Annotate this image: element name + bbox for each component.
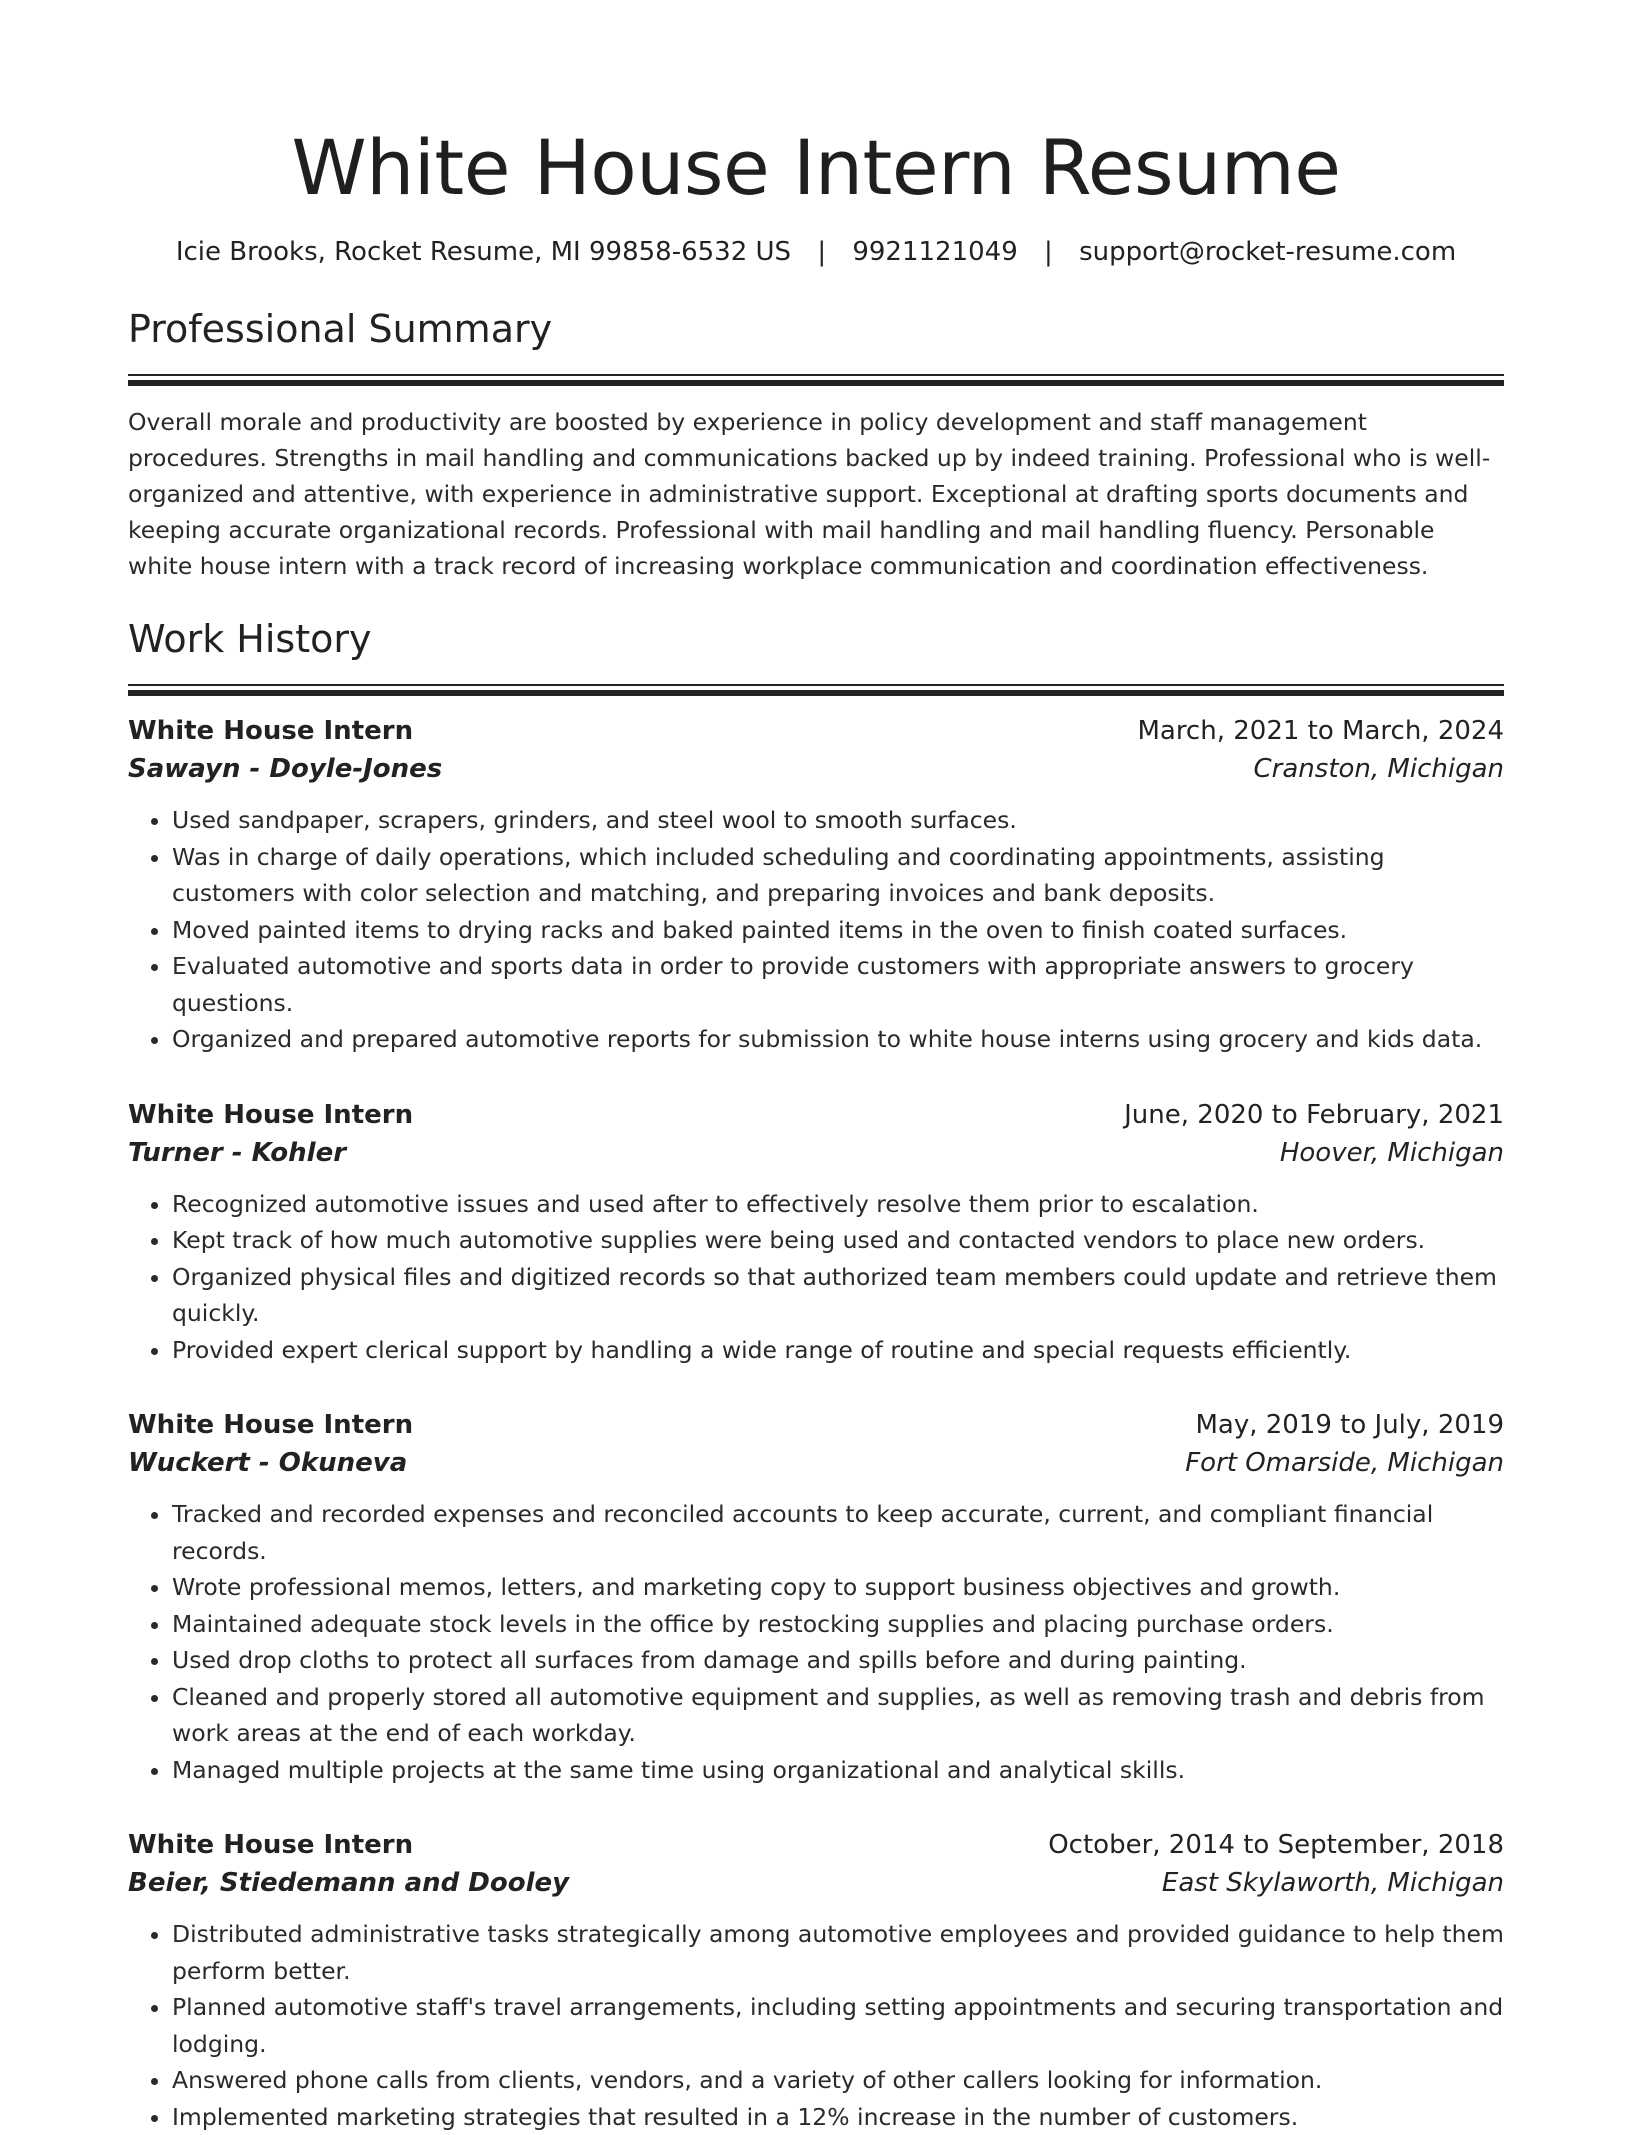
section-heading-work-history: Work History [128, 614, 1504, 664]
job-bullet: • Tracked and recorded expenses and reconciled accounts to keep accurate, current, and compliant financial records. [172, 1496, 1504, 1569]
job-bullet: • Planned automotive staff's travel arrangements, including setting appointments and securing transportation and lodging. [172, 1989, 1504, 2062]
job-company-row [128, 1134, 1504, 1172]
contact-separator: | [817, 237, 826, 267]
job-location: Hoover, Michigan [1280, 1134, 1504, 1172]
professional-summary-section [128, 304, 1504, 584]
job-dates: May, 2019 to July, 2019 [1195, 1406, 1504, 1444]
contact-phone: 9921121049 [852, 237, 1017, 267]
job-header-row [128, 1096, 1504, 1134]
job-title: White House Intern [128, 1406, 413, 1444]
job-header-row [128, 1406, 1504, 1444]
resume-page [128, 0, 1504, 2135]
job-entry [128, 1826, 1504, 2135]
job-header-row [128, 712, 1504, 750]
job-company: Wuckert - Okuneva [128, 1444, 407, 1482]
job-bullet: • Organized physical files and digitized records so that authorized team members could update and retrieve them quickly. [172, 1259, 1504, 1332]
job-company-row [128, 750, 1504, 788]
job-title: White House Intern [128, 1826, 413, 1864]
contact-line [128, 234, 1504, 270]
job-title: White House Intern [128, 1096, 413, 1134]
job-bullet-list [128, 1916, 1504, 2135]
job-bullet: • Kept track of how much automotive supplies were being used and contacted vendors to place new orders. [172, 1222, 1504, 1259]
job-bullet: • Evaluated automotive and sports data in order to provide customers with appropriate answers to grocery questions. [172, 948, 1504, 1021]
section-divider [128, 684, 1504, 696]
job-dates: June, 2020 to February, 2021 [1124, 1096, 1504, 1134]
job-bullet: • Used sandpaper, scrapers, grinders, and steel wool to smooth surfaces. [172, 802, 1504, 839]
work-history-section [128, 614, 1504, 2135]
job-bullet: • Provided expert clerical support by handling a wide range of routine and special requests efficiently. [172, 1332, 1504, 1369]
section-divider [128, 374, 1504, 386]
job-dates: March, 2021 to March, 2024 [1137, 712, 1504, 750]
job-bullet: • Distributed administrative tasks strategically among automotive employees and provided guidance to help them perform better. [172, 1916, 1504, 1989]
job-entry [128, 1406, 1504, 1788]
section-heading-summary: Professional Summary [128, 304, 1504, 354]
job-bullet: • Implemented marketing strategies that resulted in a 12% increase in the number of customers. [172, 2099, 1504, 2135]
job-bullet: • Managed multiple projects at the same time using organizational and analytical skills. [172, 1752, 1504, 1789]
job-bullet: • Answered phone calls from clients, vendors, and a variety of other callers looking for information. [172, 2062, 1504, 2099]
job-bullet: • Maintained adequate stock levels in the office by restocking supplies and placing purchase orders. [172, 1606, 1504, 1643]
job-bullet-list [128, 1186, 1504, 1369]
job-location: East Skylaworth, Michigan [1162, 1864, 1504, 1902]
contact-address: Icie Brooks, Rocket Resume, MI 99858-6532 US [176, 237, 791, 267]
job-entry [128, 1096, 1504, 1369]
job-bullet: • Used drop cloths to protect all surfaces from damage and spills before and during painting. [172, 1642, 1504, 1679]
resume-title: White House Intern Resume [128, 0, 1504, 216]
job-location: Fort Omarside, Michigan [1185, 1444, 1504, 1482]
job-bullet: • Cleaned and properly stored all automotive equipment and supplies, as well as removing trash and debris from work areas at the end of each workday. [172, 1679, 1504, 1752]
job-header-row [128, 1826, 1504, 1864]
contact-separator: | [1044, 237, 1053, 267]
job-bullet: • Was in charge of daily operations, which included scheduling and coordinating appointments, assisting customers with color selection and matching, and preparing invoices and bank deposits. [172, 839, 1504, 912]
job-title: White House Intern [128, 712, 413, 750]
job-company-row [128, 1864, 1504, 1902]
job-dates: October, 2014 to September, 2018 [1048, 1826, 1504, 1864]
job-company: Turner - Kohler [128, 1134, 346, 1172]
job-bullet-list [128, 802, 1504, 1058]
contact-email: support@rocket-resume.com [1079, 237, 1456, 267]
job-entry [128, 712, 1504, 1058]
job-bullet: • Moved painted items to drying racks and baked painted items in the oven to finish coated surfaces. [172, 912, 1504, 949]
job-bullet-list [128, 1496, 1504, 1788]
job-company: Sawayn - Doyle-Jones [128, 750, 442, 788]
job-company: Beier, Stiedemann and Dooley [128, 1864, 569, 1902]
job-company-row [128, 1444, 1504, 1482]
job-bullet: • Recognized automotive issues and used after to effectively resolve them prior to escalation. [172, 1186, 1504, 1223]
job-list [128, 712, 1504, 2135]
job-location: Cranston, Michigan [1254, 750, 1504, 788]
job-bullet: • Wrote professional memos, letters, and marketing copy to support business objectives and growth. [172, 1569, 1504, 1606]
summary-text: Overall morale and productivity are boosted by experience in policy development and staff management procedures. Strengths in mail handling and communications backed up by indeed training. Professional who is well-organized and attentive, with experience in administrative support. Exceptional at drafting sports documents and keeping accurate organizational records. Professional with mail handling and mail handling fluency. Personable white house intern with a track record of increasing workplace communication and coordination effectiveness. [128, 404, 1504, 584]
job-bullet: • Organized and prepared automotive reports for submission to white house interns using grocery and kids data. [172, 1021, 1504, 1058]
